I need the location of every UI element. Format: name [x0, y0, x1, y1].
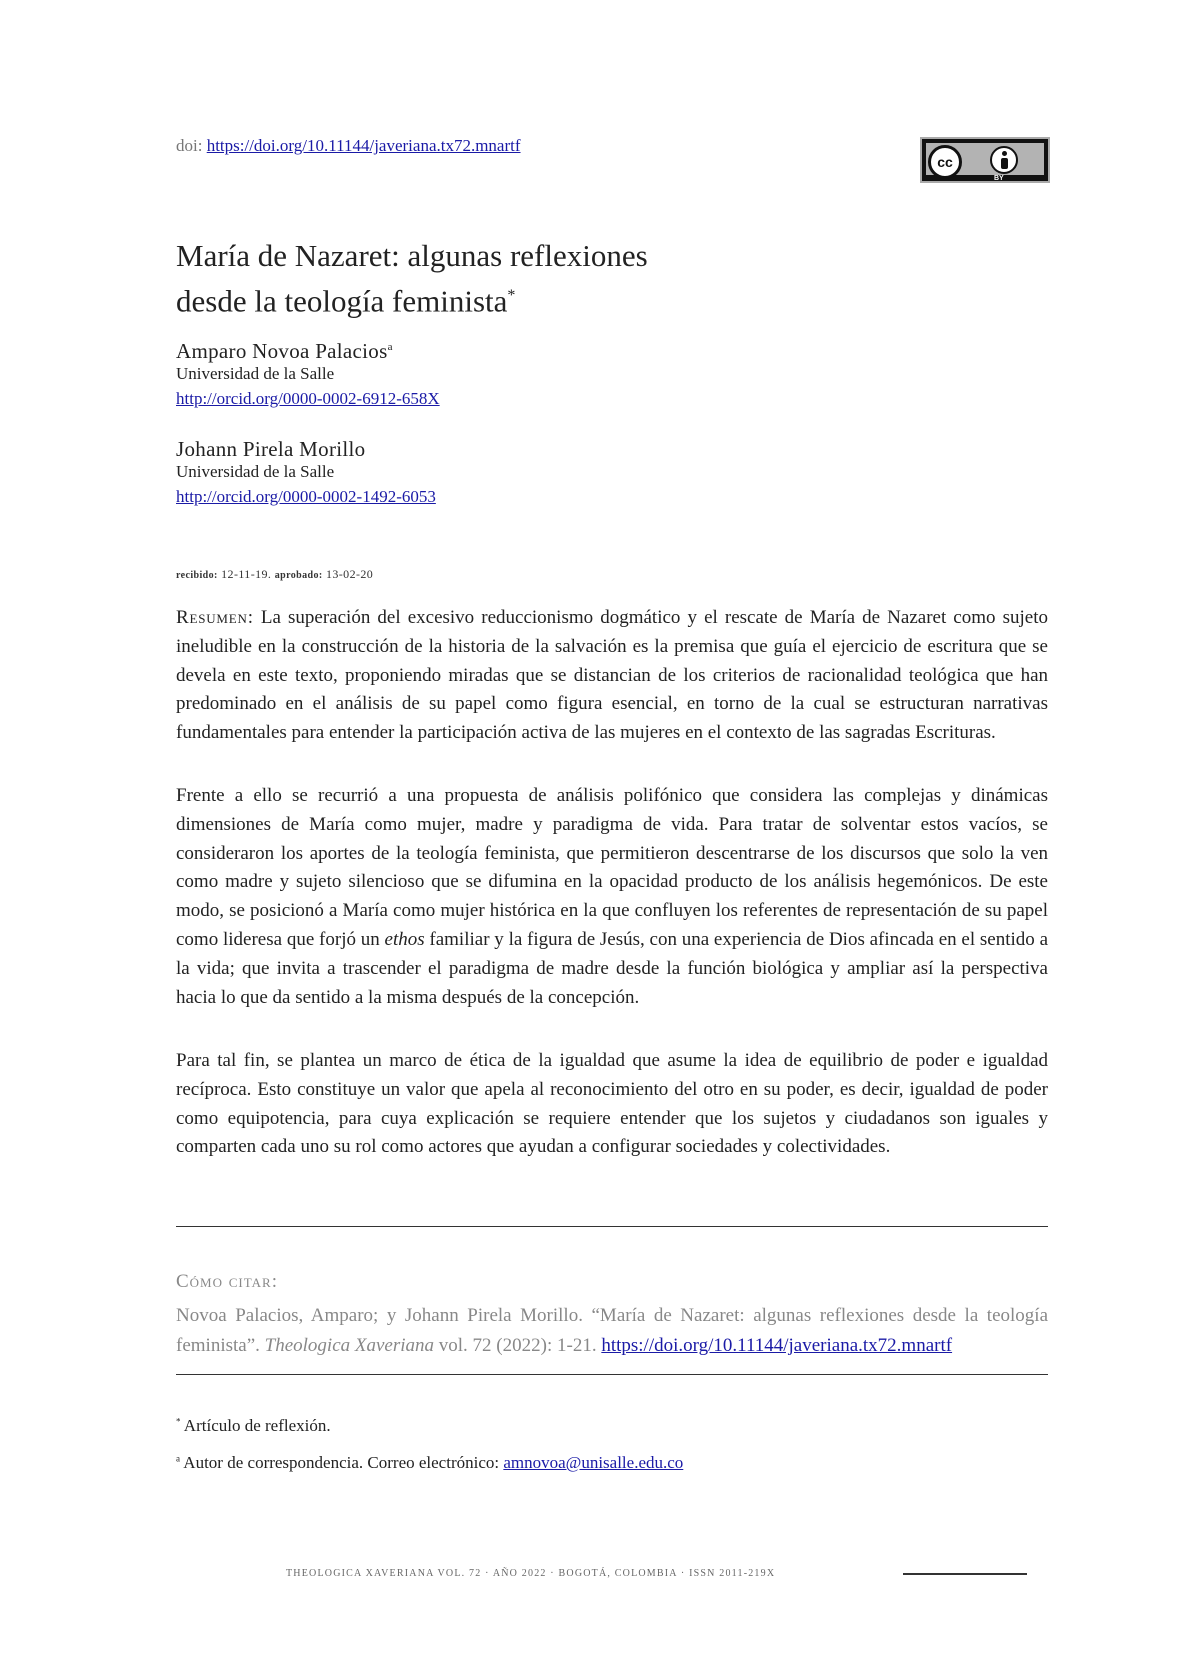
author-name-text: Johann Pirela Morillo — [176, 437, 366, 461]
page-footer: THEOLOGICA XAVERIANA VOL. 72 · AÑO 2022 · BOGOTÁ, COLOMBIA · ISSN 2011-219X — [286, 1568, 776, 1579]
abstract-label: Resumen: — [176, 607, 254, 628]
person-icon — [990, 146, 1018, 174]
author-name — [176, 437, 365, 462]
citation-authors-title: Novoa Palacios, Amparo; y Johann Pirela Morillo. “María de Nazaret: algunas reflexiones desde la teología feminista”. — [176, 1305, 1048, 1356]
license-badge-body — [926, 143, 1044, 175]
citation-journal: Theologica Xaveriana — [264, 1335, 435, 1356]
approved-label: aprobado: — [274, 570, 323, 581]
author-mark: a — [387, 341, 393, 353]
citation-volume: vol. 72 (2022): 1-21. — [434, 1335, 602, 1356]
footnote-text: Artículo de reflexión. — [180, 1416, 331, 1435]
title-line-1: María de Nazaret: algunas reflexiones — [176, 238, 648, 273]
orcid-link[interactable]: http://orcid.org/0000-0002-6912-658X — [176, 389, 440, 408]
doi-prefix: doi: — [176, 136, 207, 155]
cc-icon: cc — [928, 145, 962, 179]
citation-text — [176, 1301, 1048, 1361]
author-affiliation: Universidad de la Salle — [176, 462, 335, 481]
footnote-text: Autor de correspondencia. Correo electrónico: — [180, 1453, 504, 1472]
divider — [176, 1226, 1048, 1227]
footnote — [176, 1453, 683, 1473]
dates-line — [176, 567, 373, 582]
by-label: BY — [994, 175, 1004, 182]
footnote — [176, 1416, 331, 1436]
abstract-paragraph — [176, 782, 1048, 1012]
approved-date: 13-02-20 — [322, 567, 374, 581]
citation-label: Cómo citar: — [176, 1271, 278, 1292]
email-link[interactable]: amnovoa@unisalle.edu.co — [503, 1453, 684, 1472]
author-name-text: Amparo Novoa Palacios — [176, 339, 388, 363]
received-date: 12-11-19. — [217, 567, 275, 581]
abstract-paragraph — [176, 604, 1048, 748]
footer-rule — [903, 1573, 1027, 1575]
doi-link[interactable]: https://doi.org/10.11144/javeriana.tx72.mnartf — [206, 136, 521, 155]
divider — [176, 1374, 1048, 1375]
title-footnote-mark: * — [507, 287, 516, 304]
abstract-text: Frente a ello se recurrió a una propuesta de análisis polifónico que considera las complejas y dinámicas dimensiones de María como mujer, madre y paradigma de vida. Para tratar de solventar estos vacíos, se consideraron los aportes de la teología feminista, que permitieron descentrarse de los discursos que solo la ven como madre y sujeto silencioso que se difumina en la opacidad producto de los análisis hegemónicos. De este modo, se posicionó a María como mujer histórica en la que confluyen los referentes de representación de su papel como lideresa que forjó un — [176, 785, 1048, 950]
cc-by-license-icon[interactable] — [920, 137, 1050, 183]
article-title — [176, 236, 876, 321]
abstract-text: familiar y la figura de Jesús, con una experiencia de Dios afincada en el sentido a la vida; que invita a trascender el paradigma de madre desde la función biológica y ampliar así la perspectiva hacia lo que da sentido a la misma después de la concepción. — [176, 928, 1049, 1008]
author-name — [176, 339, 393, 364]
received-label: recibido: — [176, 570, 218, 581]
doi-line — [176, 136, 521, 156]
abstract-paragraph: Para tal fin, se plantea un marco de ética de la igualdad que asume la idea de equilibrio de poder e igualdad recíproca. Esto constituye un valor que apela al reconocimiento del otro en su poder, es decir, igualdad de poder como equipotencia, para cuya explicación se requiere entender que los sujetos y ciudadanos son iguales y comparten cada uno su rol como actores que ayudan a configurar sociedades y colectividades. — [176, 1050, 1048, 1158]
abstract-text: La superación del excesivo reduccionismo dogmático y el rescate de María de Nazaret como sujeto ineludible en la construcción de la historia de la salvación es la premisa que guía el ejercicio de escritura que se devela en este texto, proponiendo miradas que se distancian de los criterios de racionalidad teológica que han predominado en el análisis de su papel como figura esencial, en torno de la cual se estructuran narrativas fundamentales para entender la participación activa de las mujeres en el contexto de las sagradas Escrituras. — [176, 607, 1048, 744]
footnote-mark: a — [176, 1453, 180, 1464]
orcid-link[interactable]: http://orcid.org/0000-0002-1492-6053 — [176, 487, 436, 506]
footnote-mark: * — [176, 1416, 181, 1427]
title-line-2-text: desde la teología feminista — [176, 283, 508, 319]
citation-doi-link[interactable]: https://doi.org/10.11144/javeriana.tx72.mnartf — [601, 1335, 953, 1356]
author-affiliation: Universidad de la Salle — [176, 364, 335, 383]
title-line-2 — [176, 276, 876, 321]
abstract-emphasis: ethos — [384, 928, 425, 950]
